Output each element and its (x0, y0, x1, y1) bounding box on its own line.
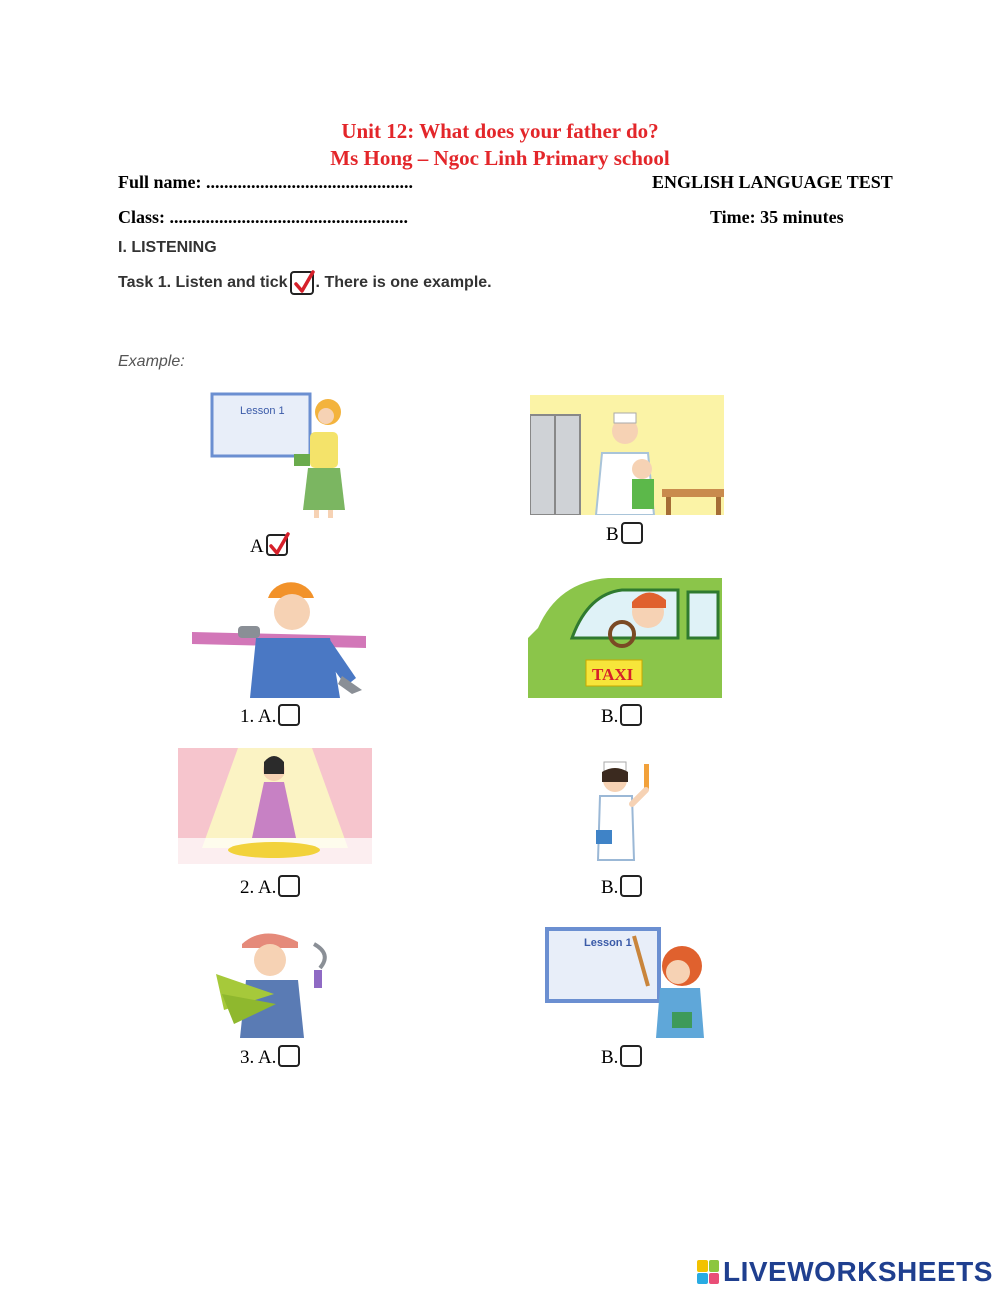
q2-option-b (601, 877, 642, 899)
q1-a-checkbox[interactable] (278, 704, 300, 726)
q2-a-checkbox[interactable] (278, 875, 300, 897)
q3-a-checkbox[interactable] (278, 1045, 300, 1067)
option-label: B. (601, 877, 619, 898)
example-option-a (250, 536, 288, 558)
q1-option-b (601, 706, 642, 728)
board-text: Lesson 1 (240, 405, 285, 417)
tick-example-icon (290, 271, 314, 295)
teacher-at-board-image (210, 392, 358, 520)
section-heading: I. LISTENING (118, 239, 217, 256)
example-a-checkbox-checked[interactable] (266, 534, 288, 556)
board-text-2: Lesson 1 (584, 937, 632, 949)
option-label: B (606, 524, 619, 545)
worker-carrying-beam-image (190, 578, 366, 698)
singer-on-stage-image (178, 748, 372, 864)
logo-text: LIVEWORKSHEETS (723, 1256, 993, 1287)
full-name-field: Full name: .............................................. (118, 172, 413, 192)
doctor-with-child-image (530, 395, 724, 515)
q3-option-b (601, 1047, 642, 1069)
teacher-with-pointer-image (544, 926, 712, 1038)
option-label: A (250, 536, 264, 557)
logo-mark-icon (697, 1260, 719, 1284)
taxi-driver-image (528, 578, 722, 698)
q3-b-checkbox[interactable] (620, 1045, 642, 1067)
example-b-checkbox[interactable] (621, 522, 643, 544)
example-label: Example: (118, 353, 185, 370)
worksheet-title: Unit 12: What does your father do? (341, 119, 659, 143)
taxi-sign-text: TAXI (592, 665, 634, 684)
task-instruction (118, 271, 492, 295)
example-option-b (606, 524, 643, 546)
time-limit: Time: 35 minutes (710, 207, 844, 227)
nurse-with-syringe-image (594, 760, 660, 868)
test-name: ENGLISH LANGUAGE TEST (652, 172, 893, 192)
q1-option-a (240, 706, 300, 728)
farmer-with-rice-image (214, 924, 334, 1038)
q2-option-a (240, 877, 300, 899)
q3-option-a (240, 1047, 300, 1069)
option-label: B. (601, 706, 619, 727)
task-text-before: Task 1. Listen and tick (118, 274, 288, 291)
option-label: 2. A. (240, 877, 277, 898)
liveworksheets-logo[interactable] (697, 1256, 993, 1288)
worksheet-subtitle: Ms Hong – Ngoc Linh Primary school (330, 146, 670, 170)
option-label: 1. A. (240, 706, 277, 727)
q1-b-checkbox[interactable] (620, 704, 642, 726)
option-label: B. (601, 1047, 619, 1068)
option-label: 3. A. (240, 1047, 277, 1068)
task-text-after: . There is one example. (315, 274, 492, 291)
q2-b-checkbox[interactable] (620, 875, 642, 897)
class-field: Class: ..................................................... (118, 207, 409, 227)
